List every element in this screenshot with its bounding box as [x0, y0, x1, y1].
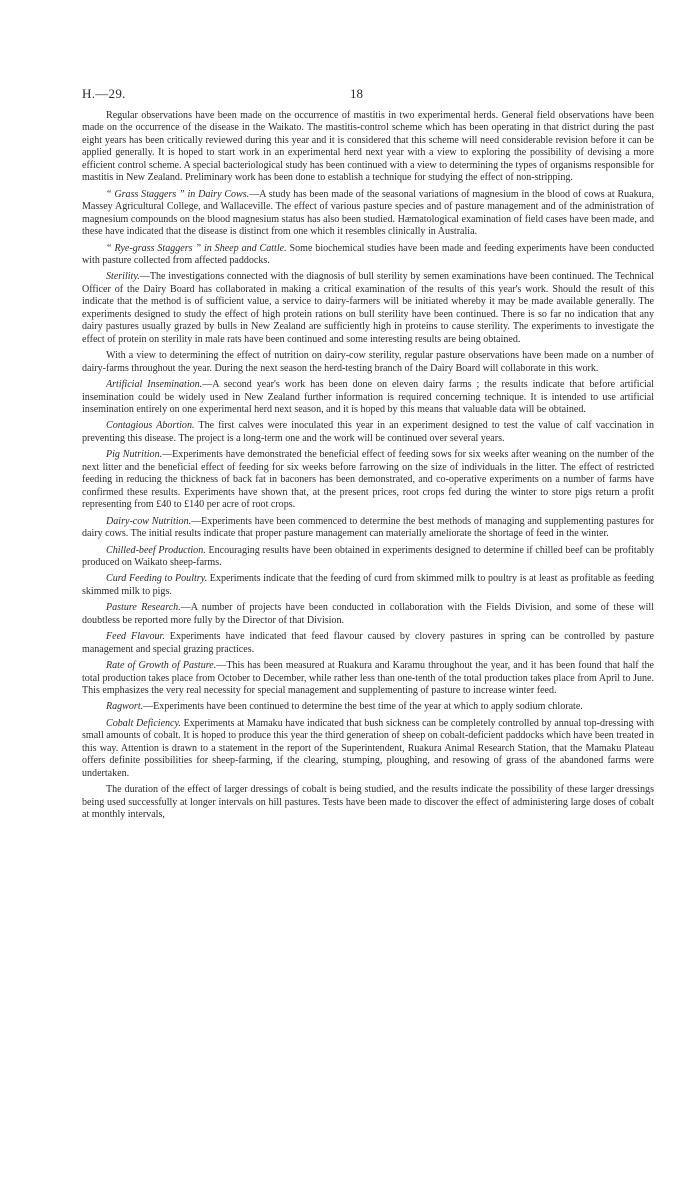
paragraph-dairy-cow-nutrition: [82, 516, 654, 541]
paragraph-cobalt-deficiency: [82, 718, 654, 780]
paragraph-feed-flavour: [82, 631, 654, 656]
paragraph-heading: “ Grass Staggers ” in Dairy Cows.: [106, 188, 250, 200]
report-reference: H.—29.: [82, 86, 126, 101]
paragraph-heading: Feed Flavour.: [106, 631, 165, 643]
paragraph-pasture-growth: [82, 660, 654, 697]
paragraph-text: The duration of the effect of larger dressings of cobalt is being studied, and the results indicate the possibility of these larger dressings being used successfully at longer intervals on hill pastures. Tests have been made to discover the effect of administering large doses of cobalt at monthly intervals,: [82, 784, 654, 821]
paragraph-heading: Pasture Research.: [106, 602, 181, 614]
paragraph-mastitis: [82, 110, 654, 185]
paragraph-heading: Rate of Growth of Pasture.: [106, 660, 217, 672]
paragraph-pasture-research: [82, 602, 654, 627]
paragraph-heading: “ Rye-grass Staggers ” in Sheep and Cattle.: [106, 242, 287, 254]
paragraph-text: Regular observations have been made on the occurrence of mastitis in two experimental herds. General field observations have been made on the occurrence of the disease in the Waikato. The mastitis-control scheme which has been operating in that district during the past eight years has been critically reviewed during this year and it is considered that this scheme will need considerable revision before it can be applied generally. It is hoped to start work in an experimental herd next year with a view to exploring the possibility of devising a more efficient control scheme. A special bacteriological study has been continued with a view to determining the types of organisms responsible for mastitis in New Zealand. Preliminary work has been done to establish a technique for studying the effect of non-stripping.: [82, 110, 654, 184]
paragraph-text: —This has been measured at Ruakura and Karamu throughout the year, and it has been found that half the total production takes place from October to December, while rather less than one-tenth of the total production takes place from April to June. This emphasizes the very real necessity for special management and supplementing of pasture to increase winter feed.: [82, 660, 655, 697]
paragraph-cobalt-dressings: [82, 784, 654, 821]
paragraph-rye-grass-staggers: [82, 243, 654, 268]
paragraph-text: —Experiments have been commenced to determine the best methods of managing and supplementing pastures for dairy cows. The initial results indicate that proper pasture management can materially ameliorate the shortage of feed in the winter.: [82, 515, 655, 540]
paragraph-heading: Chilled-beef Production.: [106, 544, 206, 556]
page-header: [82, 86, 654, 110]
paragraph-heading: Sterility.: [106, 271, 140, 283]
paragraph-text: —Experiments have demonstrated the beneficial effect of feeding sows for six weeks after weaning on the number of the next litter and the beneficial effect of feeding for six weeks before farrowing on the size of individuals in the litter. The effect of restricted feeding in reducing the thickness of back fat in baconers has been demonstrated, and co-operative experiments on a number of farms have confirmed these results. Experiments have shown that, at the present prices, root crops fed during the winter to store pigs return a profit representing from £40 to £140 per acre of root crops.: [82, 449, 654, 511]
paragraph-text: —A number of projects have been conducted in collaboration with the Fields Division, and some of these will doubtless be reported more fully by the Director of that Division.: [82, 602, 654, 626]
paragraph-sterility-nutrition: [82, 350, 654, 375]
paragraph-curd-feeding: [82, 573, 654, 598]
paragraph-text: Experiments at Mamaku have indicated that bush sickness can be completely controlled by annual top-dressing with small amounts of cobalt. It is hoped to produce this year the third generation of sheep on cobalt-deficient paddocks which have been treated in this way. Attention is drawn to a statement in the report of the Superintendent, Ruakura Animal Research Station, that the Mamaku Plateau offers definite possibilities for sheep-farming, if the clearing, stumping, ploughing, and resowing of grass of the abandoned farms were undertaken.: [82, 717, 655, 779]
paragraph-text: Some biochemical studies have been made and feeding experiments have been conducted with pasture collected from affected paddocks.: [82, 242, 654, 266]
paragraph-text: Experiments have indicated that feed flavour caused by clovery pastures in spring can be controlled by pasture management and special grazing practices.: [82, 631, 654, 655]
paragraph-heading: Artificial Insemination.: [106, 379, 203, 391]
paragraph-grass-staggers: [82, 189, 654, 239]
report-body: [82, 110, 654, 822]
paragraph-artificial-insemination: [82, 379, 654, 416]
page-number: 18: [350, 86, 363, 101]
paragraph-pig-nutrition: [82, 449, 654, 511]
paragraph-chilled-beef: [82, 545, 654, 570]
paragraph-text: —A study has been made of the seasonal variations of magnesium in the blood of cows at Ruakura, Massey Agricultural College, and Wallaceville. The effect of various pasture species and of pasture management and of the administration of magnesium compounds on the blood magnesium status has also been studied. Hæmatological examination of field cases have been made, and these have indicated that the disease is distinct from one which it resembles clinically in Australia.: [82, 188, 654, 238]
paragraph-text: —A second year's work has been done on eleven dairy farms ; the results indicate that before artificial insemination could be widely used in New Zealand further information is required concerning technique. It is intended to use artificial insemination entirely on one experimental herd next season, and it is hoped by this means that valuable data will be obtained.: [82, 379, 655, 415]
paragraph-heading: Cobalt Deficiency.: [106, 717, 181, 729]
paragraph-heading: Curd Feeding to Poultry.: [106, 573, 208, 585]
paragraph-heading: Ragwort.: [106, 701, 144, 713]
paragraph-heading: Contagious Abortion.: [106, 420, 195, 432]
paragraph-text: Encouraging results have been obtained in experiments designed to determine if chilled beef can be profitably produced on Waikato sheep-farms.: [82, 544, 654, 568]
paragraph-text: With a view to determining the effect of nutrition on dairy-cow sterility, regular pasture observations have been made on a number of dairy-farms throughout the year. During the next season the herd-testing branch of the Dairy Board will collaborate in this work.: [82, 350, 654, 374]
paragraph-heading: Pig Nutrition.: [106, 449, 163, 461]
paragraph-text: The first calves were inoculated this year in an experiment designed to test the value of calf vaccination in preventing this disease. The project is a long-term one and the work will be continued over several years.: [82, 420, 654, 444]
paragraph-text: —Experiments have been continued to determine the best time of the year at which to apply sodium chlorate.: [143, 701, 583, 713]
paragraph-text: —The investigations connected with the diagnosis of bull sterility by semen examinations have been continued. The Technical Officer of the Dairy Board has collaborated in making a critical examination of the results of this year's work. Should the result of this indicate that the method is of sufficient value, a service to dairy-farmers will be initiated whereby it may be made available generally. The experiments designed to study the effect of high protein rations on bull sterility have been continued. There is so far no indication that any dairy pastures usually grazed by bulls in New Zealand are sufficiently high in proteins to cause sterility. The experiments to investigate the effect of protein on sterility in male rats have been continued and some interesting results are being obtained.: [82, 271, 654, 345]
paragraph-heading: Dairy-cow Nutrition.: [106, 515, 192, 527]
paragraph-text: Experiments indicate that the feeding of curd from skimmed milk to poultry is at least as profitable as feeding skimmed milk to pigs.: [82, 573, 654, 597]
paragraph-sterility: [82, 271, 654, 346]
paragraph-contagious-abortion: [82, 420, 654, 445]
paragraph-ragwort: [82, 701, 654, 713]
